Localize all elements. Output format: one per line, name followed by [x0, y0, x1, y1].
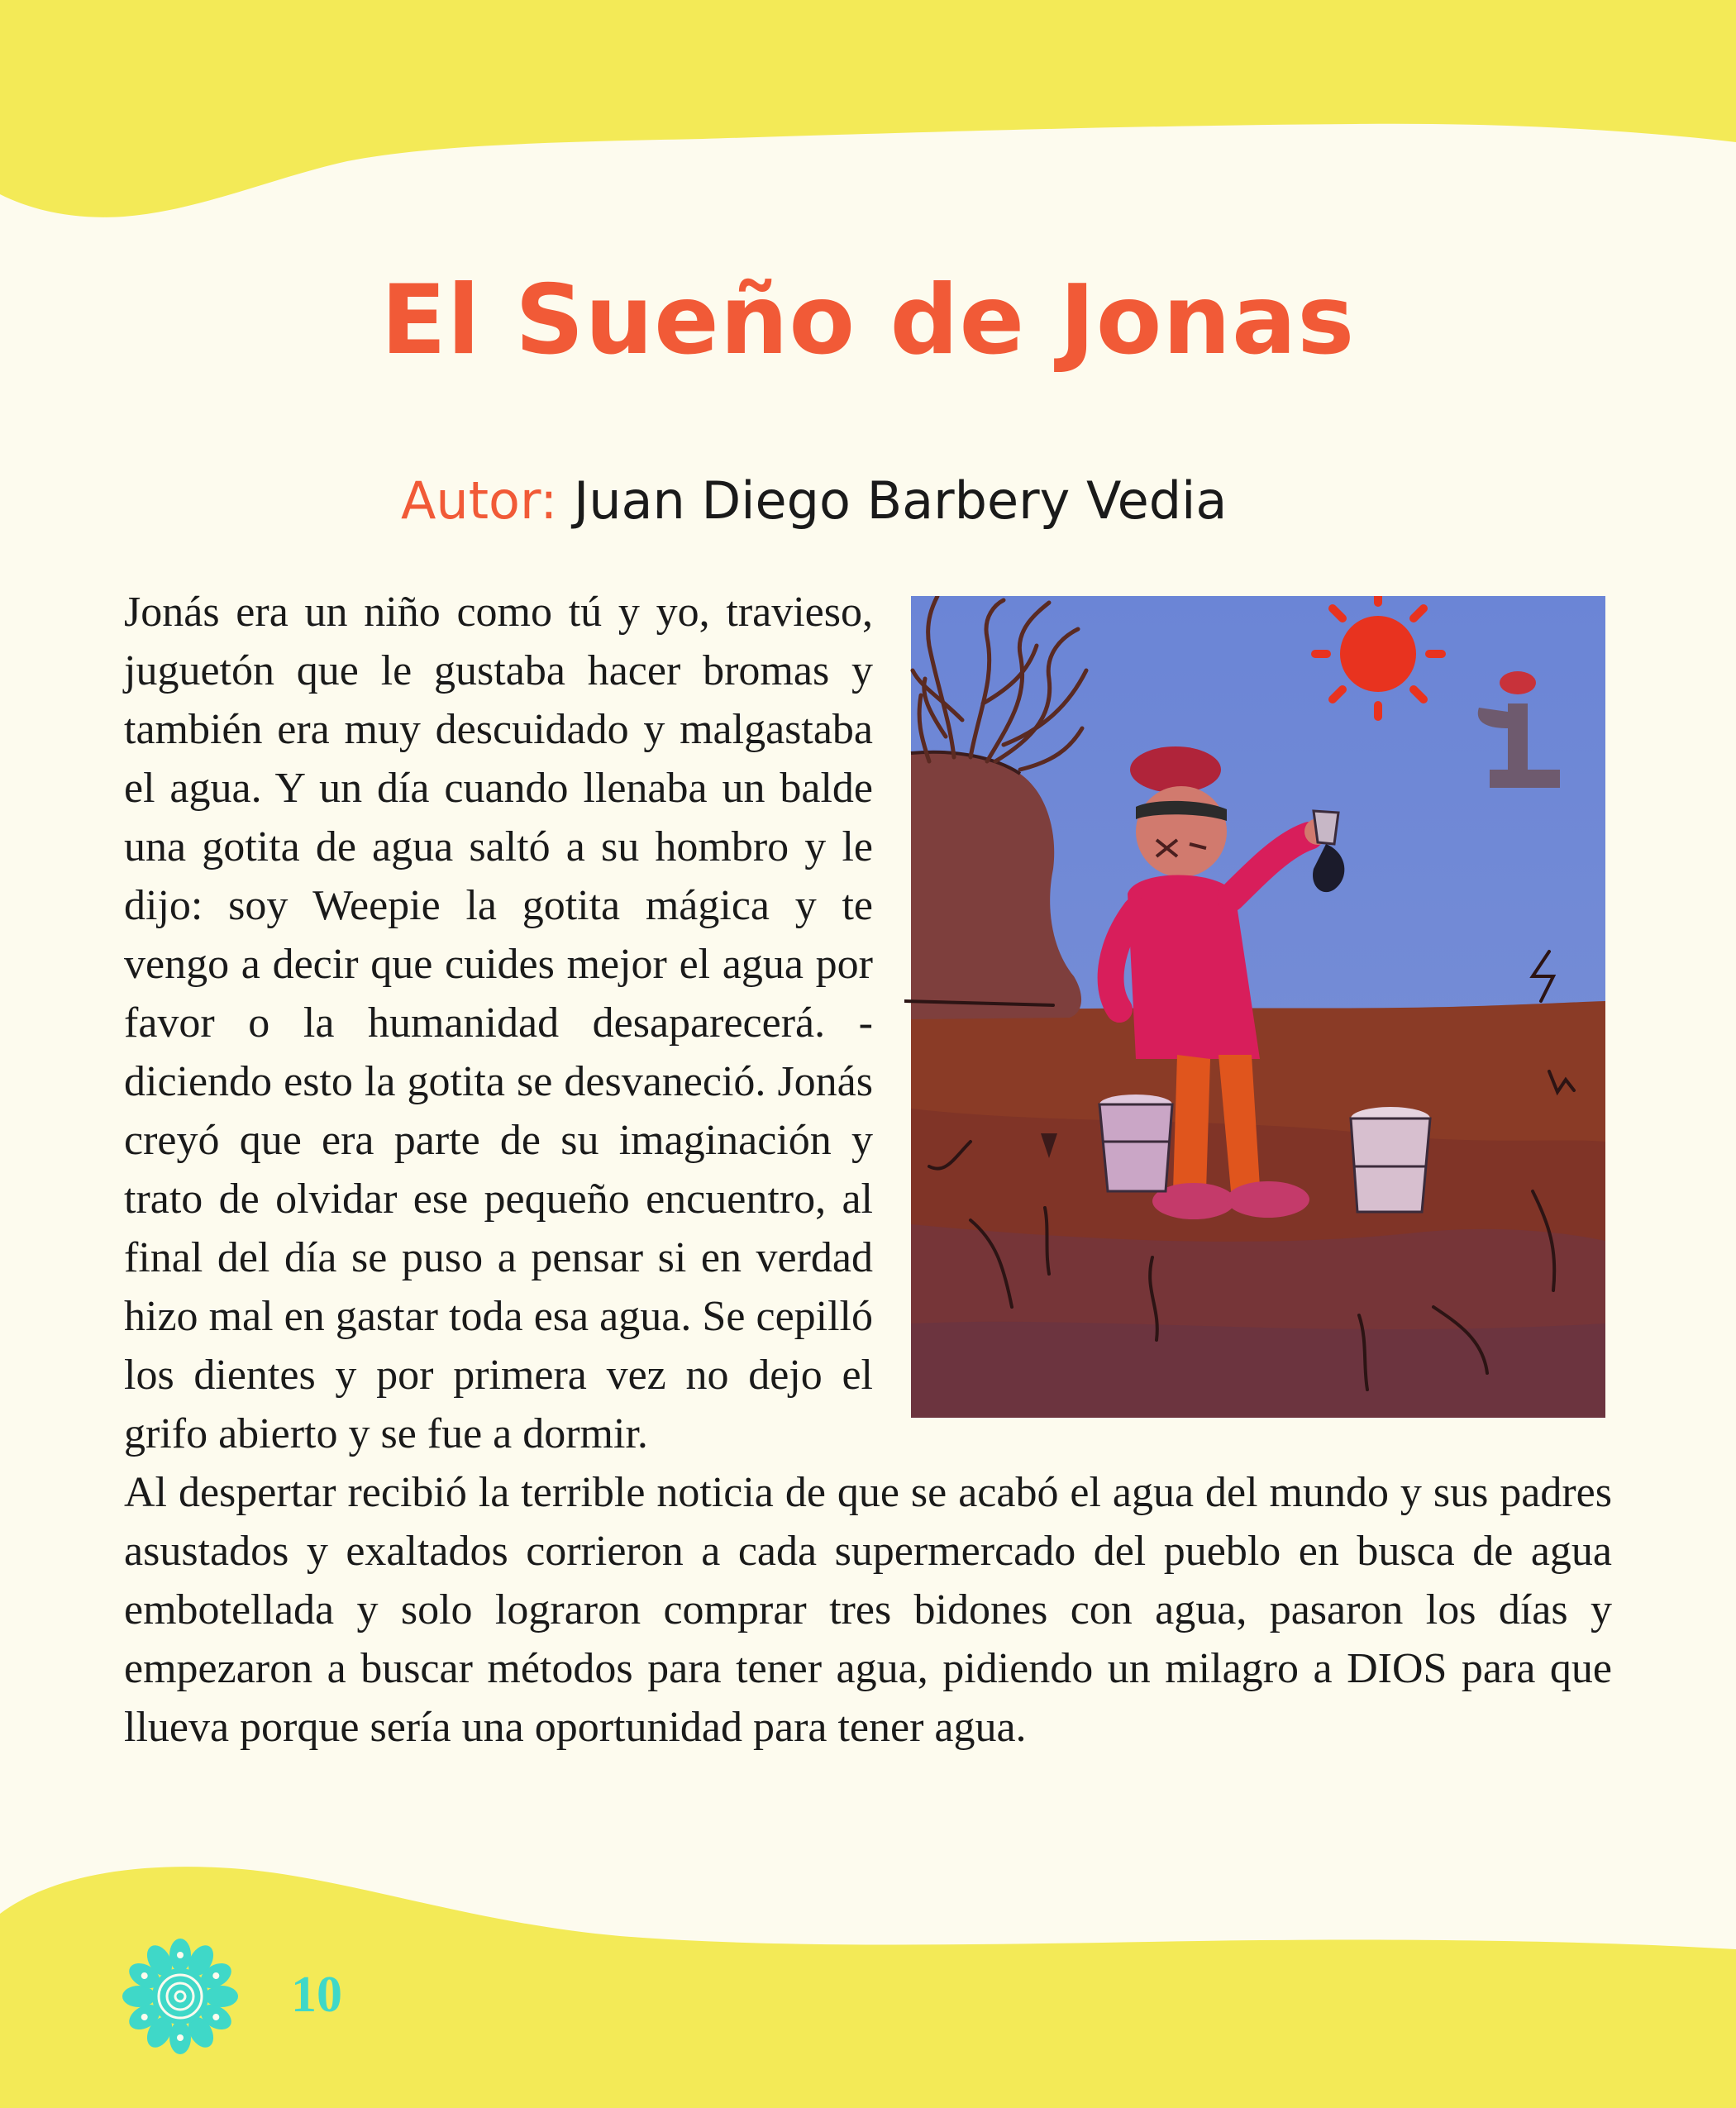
- page-number: 10: [291, 1967, 342, 2023]
- mandala-flower-icon: [122, 1939, 238, 2054]
- story-paragraph-2: Al despertar recibió la terrible noticia de que se acabó el agua del mundo y sus padres asustados y exaltados corrieron a cada supermercado del pueblo en busca de agua embotellada y solo lograron comprar tres bidones con agua, pasaron los días y empezaron a buscar métodos para tener agua, pidiendo un milagro a DIOS para que llueva porque sería una oportunidad para tener agua.: [124, 1469, 1612, 1751]
- top-wave-decoration: [0, 0, 1736, 248]
- author-label: Autor:: [401, 470, 558, 531]
- child-drawing-boy-with-buckets: [904, 596, 1605, 1418]
- story-paragraph-1: Jonás era un niño como tú y yo, travieso, juguetón que le gustaba hacer bromas y también era muy descuidado y malgastaba el agua. Y un día cuando llenaba un balde una gotita de agua saltó a su hombro y le dijo: soy Weepie la gotita mágica y te vengo a decir que cuides mejor el agua por favor o la humanidad desaparecerá. - diciendo esto la gotita se desvaneció. Jonás creyó que era parte de su imaginación y trato de olvidar ese pequeño encuentro, al final del día se puso a pensar si en verdad hizo mal en gastar toda esa agua. Se cepilló los dientes y por primera vez no dejo el grifo abierto y se fue a dormir.: [124, 589, 873, 1457]
- story-illustration: [904, 596, 1605, 1418]
- bucket-icon: [1099, 1095, 1172, 1191]
- author-name: Juan Diego Barbery Vedia: [573, 470, 1228, 531]
- story-text: [124, 583, 1612, 1757]
- author-line: [401, 470, 1228, 531]
- bottom-wave-decoration: [0, 1843, 1736, 2108]
- page-title: El Sueño de Jonas: [380, 265, 1356, 376]
- bucket-icon: [1351, 1107, 1430, 1212]
